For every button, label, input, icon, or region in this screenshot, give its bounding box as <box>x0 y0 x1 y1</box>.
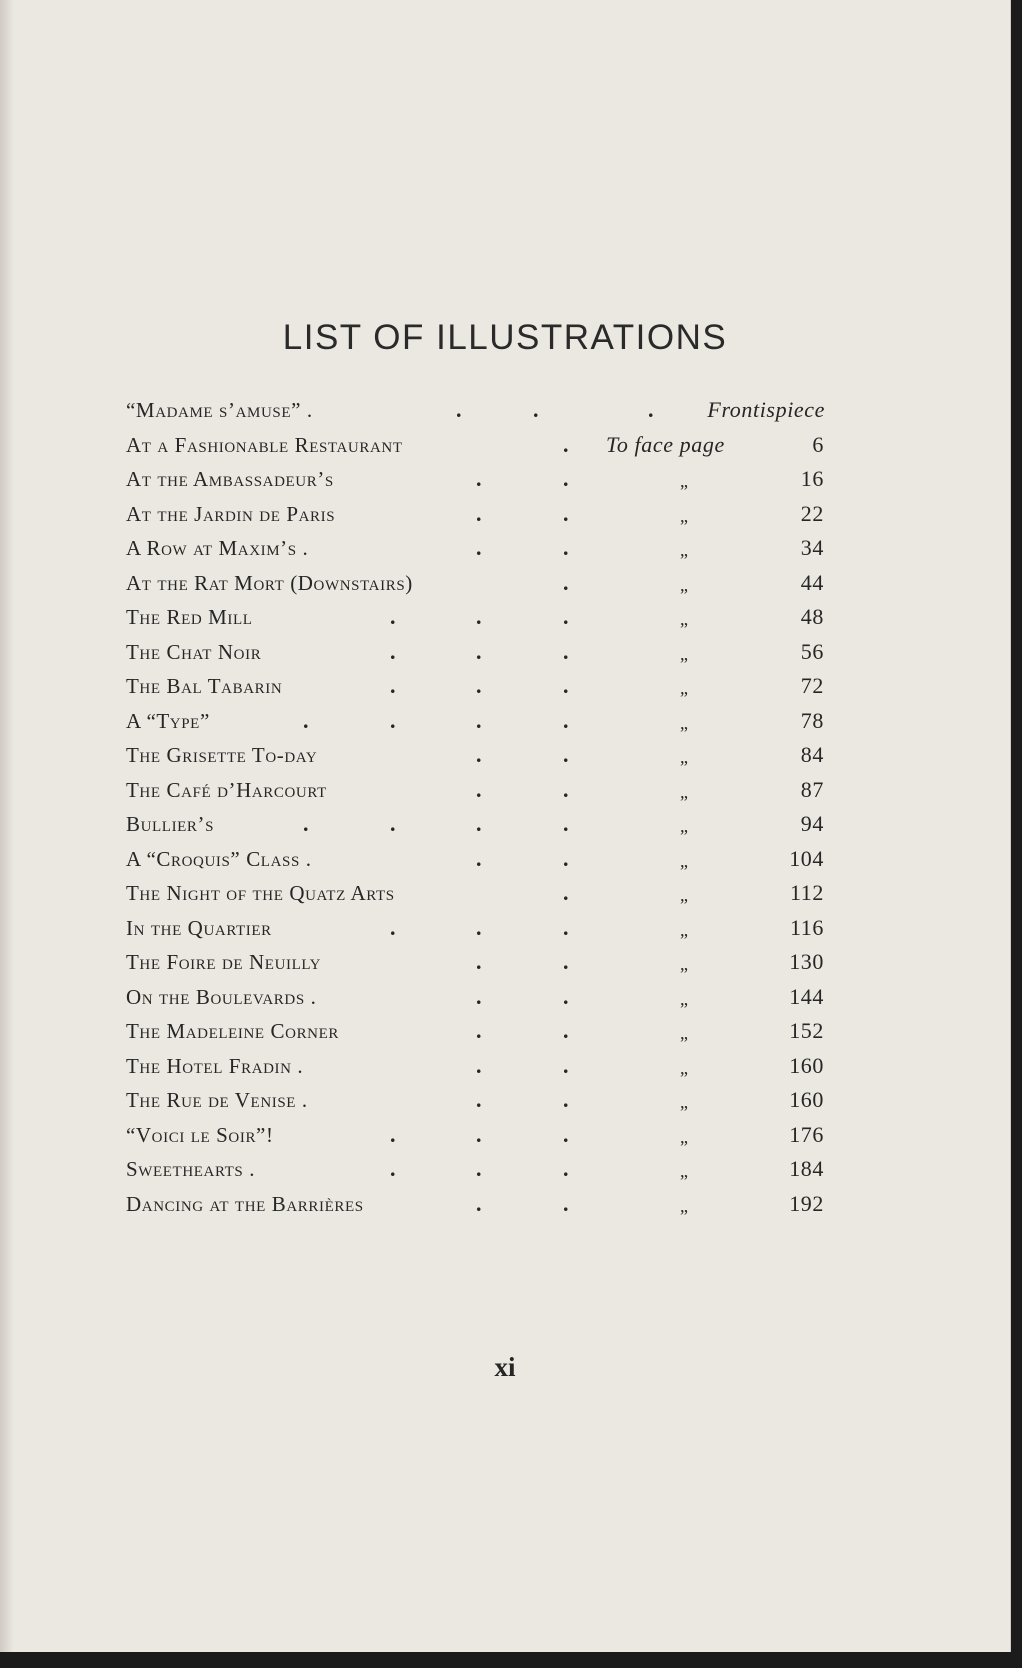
leader-dot: . <box>563 880 570 905</box>
page-number: 16 <box>800 466 824 491</box>
leader-dot: . <box>563 1018 570 1043</box>
list-item <box>0 911 1010 946</box>
leader-dot: . <box>390 638 397 664</box>
ditto-mark: „ <box>680 850 689 871</box>
leader-dot: . <box>390 673 397 698</box>
page-number: 6 <box>812 431 824 457</box>
page-number: 84 <box>800 742 824 767</box>
leader-dot: . <box>390 604 397 629</box>
list-item <box>0 1014 1010 1049</box>
page-number: 152 <box>789 1018 824 1043</box>
list-item <box>0 738 1010 773</box>
ditto-mark: „ <box>680 1126 689 1147</box>
entry-title: Dancing at the Barrières <box>126 1191 364 1216</box>
ditto-mark: „ <box>680 609 689 629</box>
leader-dot: . <box>563 431 570 457</box>
frontispiece-label: Frontispiece <box>707 397 825 422</box>
list-item <box>0 1083 1010 1118</box>
leader-dot: . <box>476 466 483 491</box>
entry-title: In the Quartier <box>126 915 272 940</box>
leader-dot: . <box>476 1087 483 1112</box>
leader-dot: . <box>563 1190 570 1216</box>
leader-dot: . <box>476 707 483 733</box>
to-face-page-label: To face page <box>606 431 725 457</box>
leader-dot: . <box>390 1121 397 1147</box>
ditto-mark: „ <box>680 1161 689 1181</box>
leader-dot: . <box>563 845 570 871</box>
leader-dot: . <box>563 673 570 698</box>
entry-title: The Grisette To-day <box>126 743 318 767</box>
list-item <box>0 1152 1010 1187</box>
ditto-mark: „ <box>680 954 689 974</box>
page-number: 72 <box>800 673 824 698</box>
illustrations-list <box>0 393 1010 1221</box>
page-number: 112 <box>790 880 824 905</box>
entry-title: At the Jardin de Paris <box>126 501 336 526</box>
page-folio: xi <box>494 1352 516 1382</box>
list-item <box>0 773 1010 808</box>
page-number: 94 <box>800 811 824 836</box>
page-number: 34 <box>800 535 824 560</box>
leader-dot: . <box>563 569 570 595</box>
page-number: 48 <box>800 604 824 629</box>
ditto-mark: „ <box>680 678 689 698</box>
leader-dot: . <box>476 742 483 767</box>
page-number: 160 <box>789 1087 824 1112</box>
list-item <box>0 945 1010 980</box>
leader-dot: . <box>476 604 483 629</box>
list-item <box>0 393 1010 428</box>
ditto-mark: „ <box>680 712 689 733</box>
page-number: 192 <box>789 1190 824 1216</box>
list-item <box>0 669 1010 704</box>
leader-dot: . <box>390 707 397 733</box>
ditto-mark: „ <box>680 781 689 802</box>
page-number: 104 <box>789 845 824 871</box>
leader-dot: . <box>563 914 570 940</box>
entry-title: At a Fashionable Restaurant <box>126 432 403 457</box>
leader-dot: . <box>476 914 483 940</box>
leader-dot: . <box>476 1052 483 1078</box>
list-item <box>0 980 1010 1015</box>
list-item <box>0 842 1010 877</box>
leader-dot: . <box>456 397 463 422</box>
ditto-mark: „ <box>680 1057 689 1078</box>
entry-title: The Madeleine Corner <box>126 1019 339 1043</box>
page-number: 144 <box>789 983 824 1009</box>
leader-dot: . <box>476 1018 483 1043</box>
list-item <box>0 635 1010 670</box>
entry-title: A “Type” <box>126 708 210 733</box>
entry-title: The Chat Noir <box>126 639 262 664</box>
leader-dot: . <box>476 500 483 526</box>
entry-title: Sweethearts . <box>126 1157 256 1181</box>
page-number: 78 <box>800 707 824 733</box>
entry-title: “Madame s’amuse” . <box>126 398 313 422</box>
page-number: 87 <box>800 776 824 802</box>
page-number: 130 <box>789 949 824 974</box>
leader-dot: . <box>563 949 570 974</box>
leader-dot: . <box>563 604 570 629</box>
page-number: 176 <box>789 1121 824 1147</box>
ditto-mark: „ <box>680 540 689 560</box>
ditto-mark: „ <box>680 919 689 940</box>
ditto-mark: „ <box>680 885 689 905</box>
leader-dot: . <box>476 983 483 1009</box>
ditto-mark: „ <box>680 747 689 767</box>
leader-dot: . <box>476 776 483 802</box>
entry-title: “Voici le Soir”! <box>126 1122 274 1147</box>
leader-dot: . <box>390 811 397 836</box>
entry-title: The Café d’Harcourt <box>126 777 327 802</box>
leader-dot: . <box>476 535 483 560</box>
leader-dot: . <box>476 638 483 664</box>
leader-dot: . <box>390 914 397 940</box>
list-item <box>0 497 1010 532</box>
entry-title: At the Rat Mort (Downstairs) <box>126 570 413 595</box>
ditto-mark: „ <box>680 471 689 491</box>
ditto-mark: „ <box>680 1195 689 1216</box>
leader-dot: . <box>303 707 310 733</box>
leader-dot: . <box>476 811 483 836</box>
ditto-mark: „ <box>680 988 689 1009</box>
list-item <box>0 1187 1010 1222</box>
leader-dot: . <box>563 1156 570 1181</box>
leader-dot: . <box>390 1156 397 1181</box>
entry-title: A “Croquis” Class . <box>126 846 312 871</box>
leader-dot: . <box>476 1156 483 1181</box>
leader-dot: . <box>563 983 570 1009</box>
leader-dot: . <box>563 500 570 526</box>
entry-title: The Red Mill <box>126 605 253 629</box>
leader-dot: . <box>563 707 570 733</box>
entry-title: The Night of the Quatz Arts <box>126 881 395 905</box>
list-item <box>0 807 1010 842</box>
leader-dot: . <box>476 1190 483 1216</box>
leader-dot: . <box>476 673 483 698</box>
leader-dot: . <box>476 1121 483 1147</box>
page-title: LIST OF ILLUSTRATIONS <box>282 318 728 357</box>
entry-title: On the Boulevards . <box>126 984 317 1009</box>
page-number: 184 <box>789 1156 824 1181</box>
ditto-mark: „ <box>680 1092 689 1112</box>
list-item <box>0 462 1010 497</box>
leader-dot: . <box>533 397 540 422</box>
list-item <box>0 566 1010 601</box>
entry-title: The Hotel Fradin . <box>126 1053 304 1078</box>
entry-title: The Foire de Neuilly <box>126 950 322 974</box>
leader-dot: . <box>563 1121 570 1147</box>
leader-dot: . <box>476 949 483 974</box>
leader-dot: . <box>563 466 570 491</box>
entry-title: The Rue de Venise . <box>126 1088 308 1112</box>
leader-dot: . <box>563 1052 570 1078</box>
list-item <box>0 531 1010 566</box>
page-number: 56 <box>800 638 824 664</box>
list-item <box>0 876 1010 911</box>
entry-title: Bullier’s <box>126 812 215 836</box>
page-number: 22 <box>800 500 824 526</box>
leader-dot: . <box>563 811 570 836</box>
page-number: 116 <box>790 914 824 940</box>
list-item <box>0 1118 1010 1153</box>
ditto-mark: „ <box>680 574 689 595</box>
leader-dot: . <box>476 845 483 871</box>
ditto-mark: „ <box>680 816 689 836</box>
ditto-mark: „ <box>680 505 689 526</box>
list-item <box>0 600 1010 635</box>
page-number: 44 <box>800 569 824 595</box>
entry-title: At the Ambassadeur’s <box>126 467 334 491</box>
list-item <box>0 1049 1010 1084</box>
list-item <box>0 704 1010 739</box>
entry-title: The Bal Tabarin <box>126 674 283 698</box>
ditto-mark: „ <box>680 643 689 664</box>
leader-dot: . <box>563 535 570 560</box>
entry-title: A Row at Maxim’s . <box>126 536 309 560</box>
leader-dot: . <box>563 1087 570 1112</box>
leader-dot: . <box>563 776 570 802</box>
leader-dot: . <box>648 397 655 422</box>
ditto-mark: „ <box>680 1023 689 1043</box>
leader-dot: . <box>563 638 570 664</box>
leader-dot: . <box>563 742 570 767</box>
page-number: 160 <box>789 1052 824 1078</box>
leader-dot: . <box>303 811 310 836</box>
list-item <box>0 428 1010 463</box>
